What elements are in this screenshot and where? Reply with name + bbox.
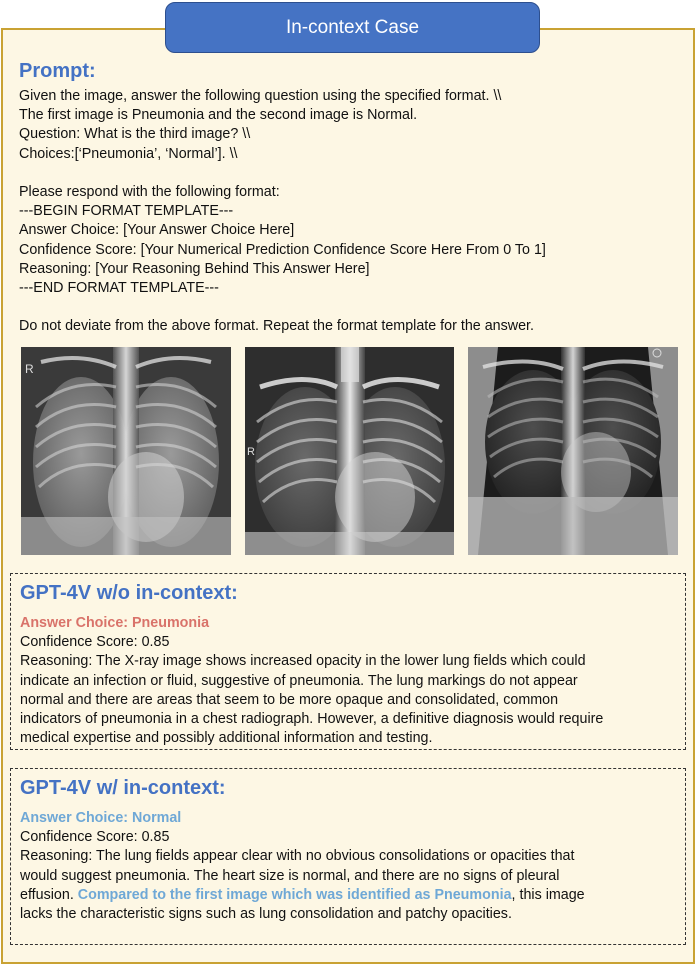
reasoning-line: would suggest pneumonia. The heart size is normal, and there are no signs of pleural [20, 867, 560, 884]
case-title: In-context Case [165, 2, 540, 53]
reasoning-line: indicate an infection or fluid, suggestive of pneumonia. The lung markings do not appear [20, 672, 578, 689]
prompt-heading: Prompt: [19, 60, 96, 82]
prompt-line [19, 298, 679, 317]
reasoning-highlight: Compared to the first image which was identified as Pneumonia [77, 886, 512, 903]
prompt-line: Confidence Score: [Your Numerical Prediction Confidence Score Here From 0 To 1] [19, 241, 546, 258]
answer-choice: Answer Choice: Normal [20, 810, 182, 826]
prompt-line: Given the image, answer the following question using the specified format. \\ [19, 88, 502, 104]
confidence-score: Confidence Score: 0.85 [20, 634, 170, 651]
prompt-text [19, 87, 679, 337]
prompt-line: ---END FORMAT TEMPLATE--- [19, 280, 219, 297]
xray-image-2 [245, 347, 454, 555]
without-context-body [20, 614, 680, 748]
prompt-line: Question: What is the third image? \\ [19, 126, 251, 143]
prompt-line [19, 164, 679, 183]
prompt-line: ---BEGIN FORMAT TEMPLATE--- [19, 203, 234, 220]
xray-marker: R [247, 446, 255, 458]
reasoning-line: Reasoning: The X-ray image shows increased opacity in the lower lung fields which could [20, 653, 586, 670]
prompt-line: Please respond with the following format: [19, 184, 280, 200]
reasoning-line: medical expertise and possibly additional information and testing. [20, 730, 433, 747]
without-context-heading: GPT-4V w/o in-context: [20, 582, 238, 604]
reasoning-text: effusion. [20, 886, 78, 903]
prompt-line: Reasoning: [Your Reasoning Behind This Answer Here] [19, 260, 370, 277]
prompt-line: Do not deviate from the above format. Repeat the format template for the answer. [19, 318, 534, 335]
reasoning-line: lacks the characteristic signs such as lung consolidation and patchy opacities. [20, 906, 512, 923]
with-context-body [20, 809, 680, 924]
xray-image-1 [21, 347, 231, 555]
response-with-context [10, 768, 686, 945]
answer-choice: Answer Choice: Pneumonia [20, 615, 210, 631]
reasoning-line: normal and there are areas that seem to be more opaque and consolidated, common [20, 691, 559, 708]
xray-image-3 [468, 347, 678, 555]
confidence-score: Confidence Score: 0.85 [20, 829, 170, 846]
prompt-line: Answer Choice: [Your Answer Choice Here] [19, 222, 295, 239]
response-without-context [10, 573, 686, 750]
xray-marker: R [25, 362, 34, 376]
with-context-heading: GPT-4V w/ in-context: [20, 777, 226, 799]
reasoning-line: Reasoning: The lung fields appear clear with no obvious consolidations or opacities that [20, 848, 575, 865]
reasoning-text: , this image [511, 886, 585, 903]
reasoning-line: indicators of pneumonia in a chest radiograph. However, a definitive diagnosis would require [20, 711, 604, 728]
reasoning-line [20, 886, 680, 905]
prompt-line: The first image is Pneumonia and the second image is Normal. [19, 107, 418, 124]
prompt-line: Choices:[‘Pneumonia’, ‘Normal’]. \\ [19, 145, 238, 162]
